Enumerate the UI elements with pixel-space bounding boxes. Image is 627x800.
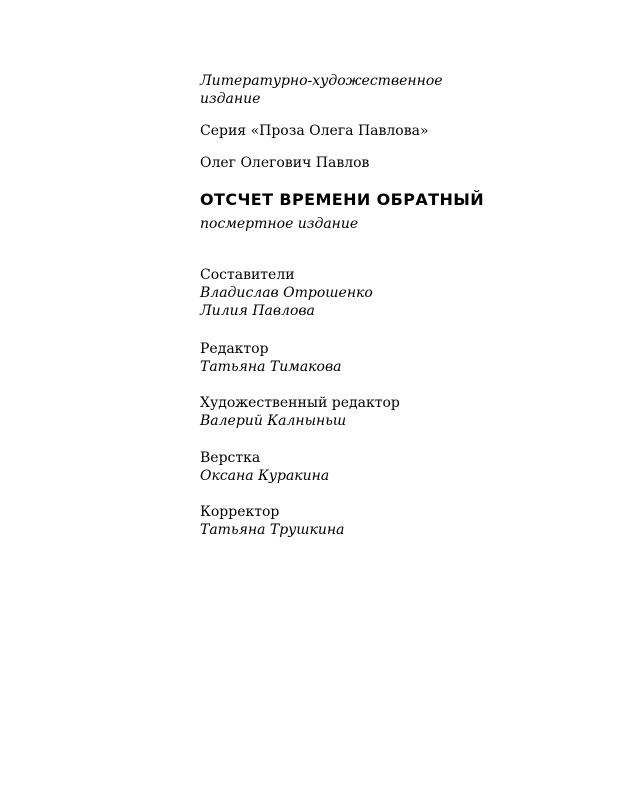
- compilers-block: [200, 266, 600, 320]
- genre-line-1: Литературно-художественное: [200, 73, 443, 89]
- genre-line-2: издание: [200, 91, 261, 107]
- author-block: [200, 154, 600, 172]
- book-subtitle: посмертное издание: [200, 216, 359, 232]
- compiler-name-1: Владислав Отрошенко: [200, 285, 373, 301]
- editor-label: Редактор: [200, 341, 269, 357]
- genre-block: [200, 72, 600, 108]
- series-block: [200, 122, 600, 140]
- proofreader-name: Татьяна Трушкина: [200, 522, 345, 538]
- layout-name: Оксана Куракина: [200, 468, 330, 484]
- art-editor-label: Художественный редактор: [200, 395, 400, 411]
- series-name: Серия «Проза Олега Павлова»: [200, 123, 429, 139]
- editor-name: Татьяна Тимакова: [200, 359, 342, 375]
- art-editor-block: [200, 394, 600, 430]
- art-editor-name: Валерий Калныньш: [200, 413, 347, 429]
- compilers-label: Составители: [200, 267, 295, 283]
- book-title: ОТСЧЕТ ВРЕМЕНИ ОБРАТНЫЙ: [200, 190, 485, 209]
- layout-block: [200, 449, 600, 485]
- proofreader-block: [200, 503, 600, 539]
- editor-block: [200, 340, 600, 376]
- author-name: Олег Олегович Павлов: [200, 155, 370, 171]
- subtitle-block: [200, 215, 600, 233]
- proofreader-label: Корректор: [200, 504, 280, 520]
- layout-label: Верстка: [200, 450, 261, 466]
- compiler-name-2: Лилия Павлова: [200, 303, 315, 319]
- title-block: [200, 190, 600, 210]
